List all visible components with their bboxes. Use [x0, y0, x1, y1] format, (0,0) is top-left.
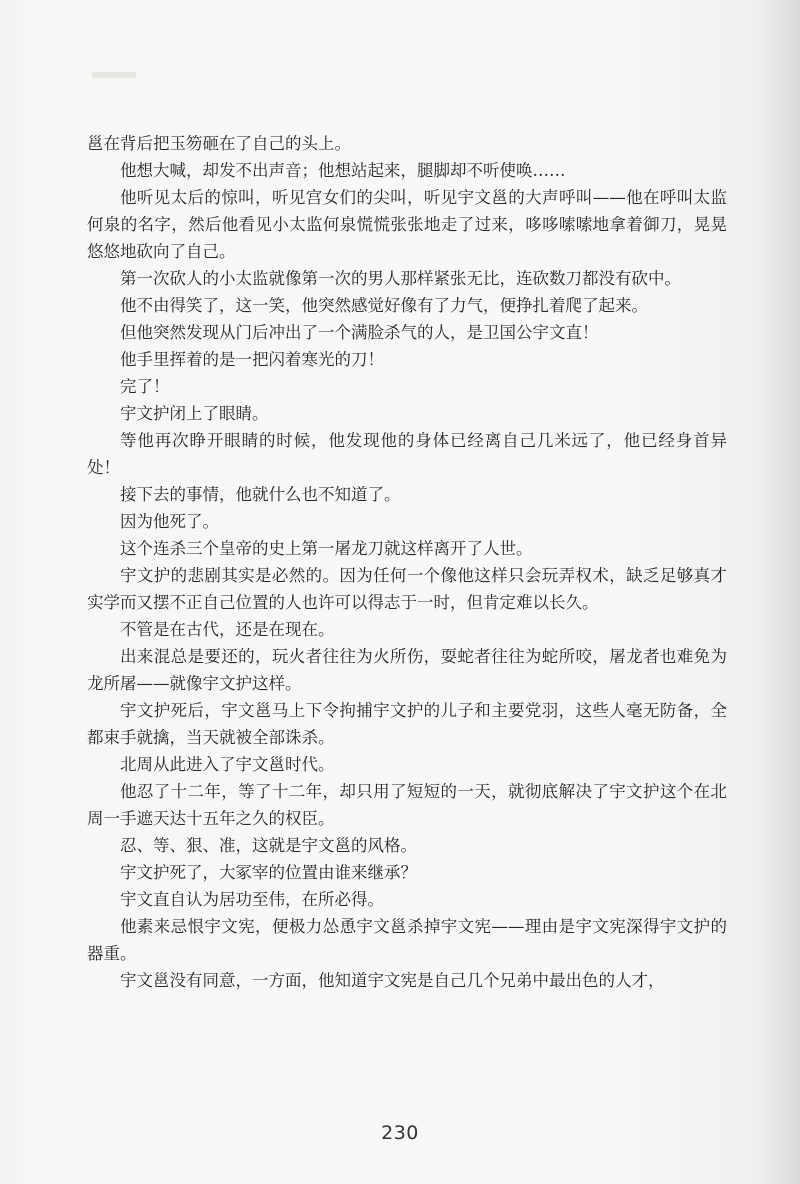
paragraph: 这个连杀三个皇帝的史上第一屠龙刀就这样离开了人世。 [120, 539, 533, 558]
paragraph: 等他再次睁开眼睛的时候，他发现他的身体已经离自己几米远了，他已经身首异处！ [87, 431, 727, 477]
paragraph: 北周从此进入了宇文邕时代。 [120, 755, 335, 774]
paragraph: 因为他死了。 [120, 512, 219, 531]
paragraph: 忍、等、狠、准，这就是宇文邕的风格。 [120, 836, 417, 855]
paragraph: 宇文护闭上了眼睛。 [120, 404, 269, 423]
paragraph: 他素来忌恨宇文宪，便极力怂恿宇文邕杀掉宇文宪——理由是宇文宪深得宇文护的器重。 [87, 917, 727, 963]
paragraph: 他手里挥着的是一把闪着寒光的刀！ [120, 350, 384, 369]
paragraph: 完了！ [120, 377, 170, 396]
paragraph: 他听见太后的惊叫，听见宫女们的尖叫，听见宇文邕的大声呼叫——他在呼叫太监何泉的名字，然后他看见小太监何泉慌慌张张地走了过来，哆哆嗦嗦地拿着御刀，晃晃悠悠地砍向了自己。 [87, 188, 727, 261]
paragraph: 出来混总是要还的，玩火者往往为火所伤，耍蛇者往往为蛇所咬，屠龙者也难免为龙所屠——就像宇文护这样。 [87, 647, 727, 693]
paragraph: 宇文护死了，大冢宰的位置由谁来继承？ [120, 863, 417, 882]
body-text [87, 130, 727, 994]
faded-running-header [92, 72, 136, 78]
paragraph: 第一次砍人的小太监就像第一次的男人那样紧张无比，连砍数刀都没有砍中。 [120, 269, 681, 288]
paragraph: 宇文护死后，宇文邕马上下令拘捕宇文护的儿子和主要党羽，这些人毫无防备，全都束手就擒，当天就被全部诛杀。 [87, 701, 727, 747]
paragraph: 宇文邕没有同意，一方面，他知道宇文宪是自己几个兄弟中最出色的人才， [120, 971, 665, 990]
paragraph: 宇文护的悲剧其实是必然的。因为任何一个像他这样只会玩弄权术，缺乏足够真才实学而又摆不正自己位置的人也许可以得志于一时，但肯定难以长久。 [87, 566, 727, 612]
paragraph: 邕在背后把玉笏砸在了自己的头上。 [87, 134, 351, 153]
paragraph: 不管是在古代，还是在现在。 [120, 620, 335, 639]
paragraph: 他想大喊，却发不出声音；他想站起来，腿脚却不听使唤…… [120, 161, 566, 180]
paragraph: 接下去的事情，他就什么也不知道了。 [120, 485, 401, 504]
paragraph: 但他突然发现从门后冲出了一个满脸杀气的人，是卫国公宇文直！ [120, 323, 599, 342]
paragraph: 他忍了十二年，等了十二年，却只用了短短的一天，就彻底解决了宇文护这个在北周一手遮天达十五年之久的权臣。 [87, 782, 727, 828]
paragraph: 他不由得笑了，这一笑，他突然感觉好像有了力气，便挣扎着爬了起来。 [120, 296, 648, 315]
page-number: 230 [381, 1122, 419, 1144]
paragraph: 宇文直自认为居功至伟，在所必得。 [120, 890, 384, 909]
